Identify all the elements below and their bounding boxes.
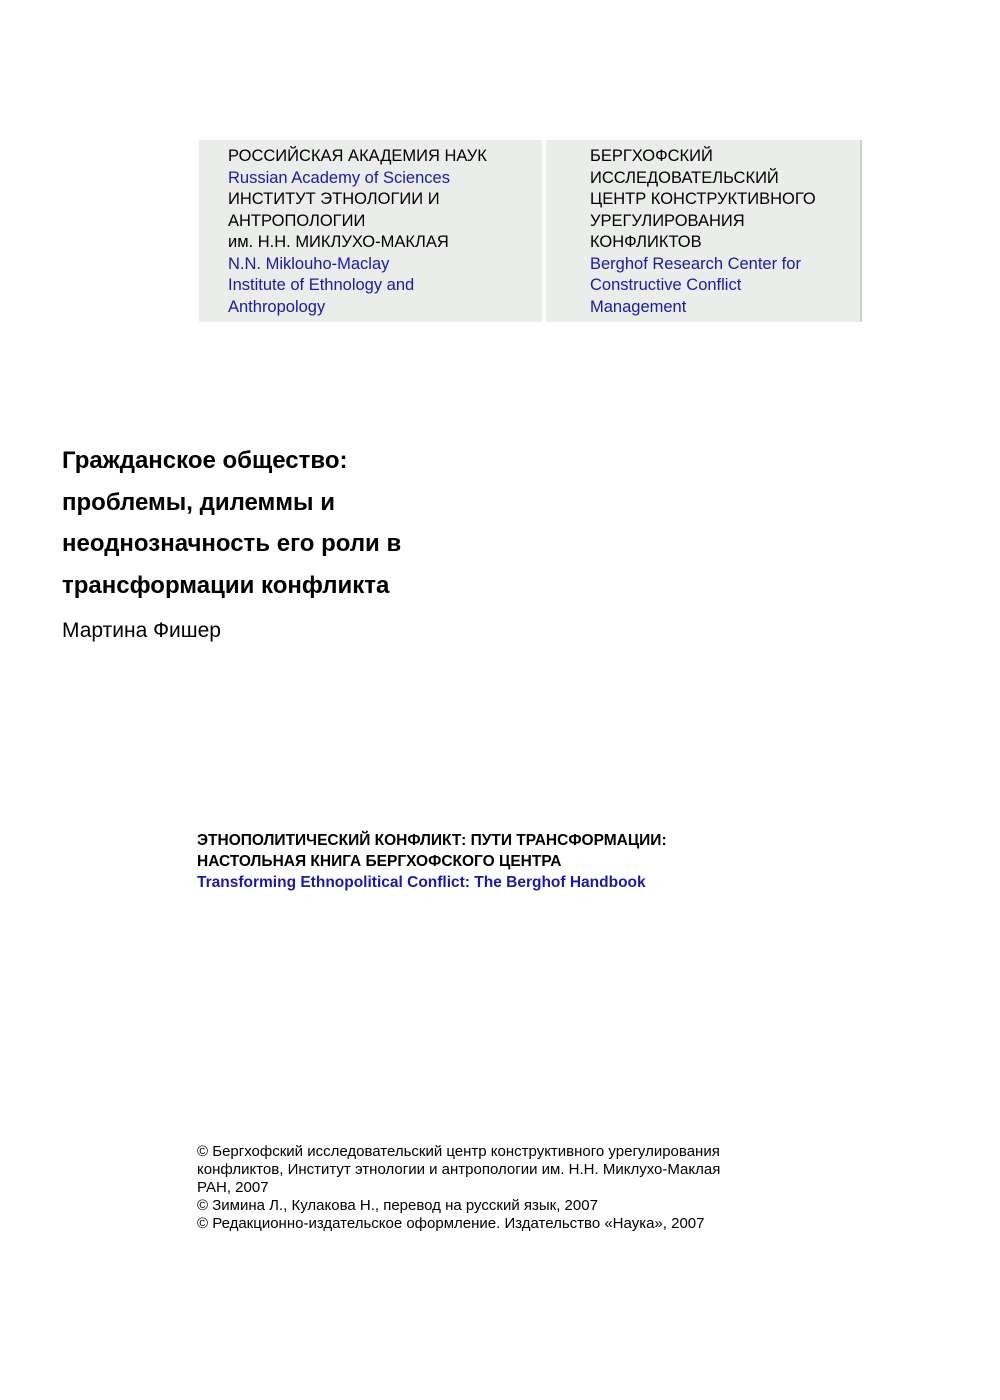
header-right-line: Constructive Conflict xyxy=(590,276,742,294)
header-left-line: ИНСТИТУТ ЭТНОЛОГИИ И xyxy=(228,190,440,208)
header-left-line: РОССИЙСКАЯ АКАДЕМИЯ НАУК xyxy=(228,147,487,165)
copyright-block xyxy=(197,1143,720,1233)
header-left-line: Institute of Ethnology and xyxy=(228,276,415,294)
copyright-line: © Бергхофский исследовательский центр конструктивного урегулирования xyxy=(197,1143,720,1160)
document-title xyxy=(62,440,401,606)
copyright-line: РАН, 2007 xyxy=(197,1179,269,1196)
title-line: проблемы, дилеммы и xyxy=(62,488,335,516)
copyright-line: © Зимина Л., Кулакова Н., перевод на русский язык, 2007 xyxy=(197,1197,598,1214)
title-line: неоднозначность его роли в xyxy=(62,530,402,557)
series-info xyxy=(197,830,667,893)
author-name: Мартина Фишер xyxy=(62,619,221,642)
series-ru-line: ЭТНОПОЛИТИЧЕСКИЙ КОНФЛИКТ: ПУТИ ТРАНСФОРМАЦИИ: xyxy=(197,832,667,849)
header-left-line: Anthropology xyxy=(228,297,326,316)
header-right-line: Management xyxy=(590,297,687,316)
header-right-line: ИССЛЕДОВАТЕЛЬСКИЙ xyxy=(590,168,779,187)
header-right-line: ЦЕНТР КОНСТРУКТИВНОГО xyxy=(590,190,816,208)
title-line: Гражданское общество: xyxy=(62,447,348,474)
header-left-line: им. Н.Н. МИКЛУХО-МАКЛАЯ xyxy=(228,233,449,251)
header-left-line: N.N. Miklouho-Maclay xyxy=(228,254,390,273)
series-ru-line: НАСТОЛЬНАЯ КНИГА БЕРГХОФСКОГО ЦЕНТРА xyxy=(197,853,562,870)
header-right-line: КОНФЛИКТОВ xyxy=(590,233,702,251)
title-line: трансформации конфликта xyxy=(62,571,390,599)
copyright-line: © Редакционно-издательское оформление. Издательство «Наука», 2007 xyxy=(197,1215,705,1232)
series-en-line: Transforming Ethnopolitical Conflict: The Berghof Handbook xyxy=(197,874,646,891)
header-right-line: Berghof Research Center for xyxy=(590,254,801,273)
header-left-line: Russian Academy of Sciences xyxy=(228,168,450,187)
copyright-line: конфликтов, Институт этнологии и антропологии им. Н.Н. Миклухо-Маклая xyxy=(197,1161,721,1178)
header-right-line: БЕРГХОФСКИЙ xyxy=(590,147,713,165)
header-left-line: АНТРОПОЛОГИИ xyxy=(228,211,366,230)
header-right-line: УРЕГУЛИРОВАНИЯ xyxy=(590,211,745,230)
